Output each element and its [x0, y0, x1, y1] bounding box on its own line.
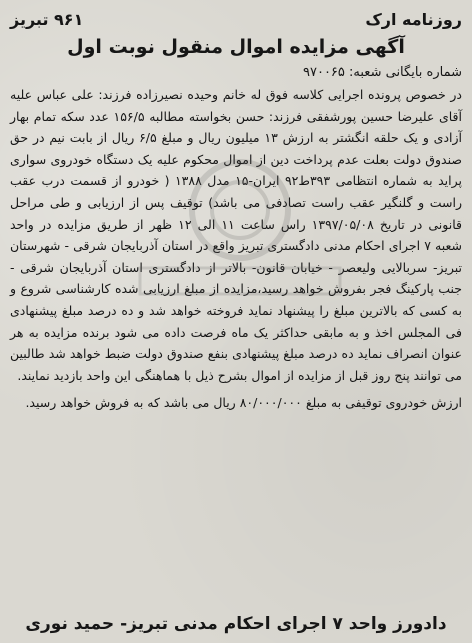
notice-title: آگهی مزایده اموال منقول نوبت اول	[67, 36, 405, 58]
header-line	[10, 8, 462, 30]
signature: دادورز واحد ۷ اجرای احکام مدنی تبریز- حمید نوری	[25, 614, 447, 634]
ad-number: ۹۶۱ تبریز	[10, 9, 84, 29]
notice-body: در خصوص پرونده اجرایی کلاسه فوق له خانم وحیده نصیرزاده فرزند: علی عباس علیه آقای علیرضا حسین پورشفقی فرزند: حسن بخواسته مطالبه ۱۵۶/۵ عدد سکه تمام بهار آزادی و یک حلقه انگشتر به ارزش ۱۳ میلیون ریال و مبلغ ۶/۵ ریال از بابت نیم در حق صندوق دولت بعلت عدم پرداخت دین از اموال محکوم علیه یک دستگاه خودروی سواری پراید به شماره انتظامی ۳۹۳ط۹۲ ایران-۱۵ مدل ۱۳۸۸ ( خودرو از قسمت درب عقب راست و گلنگیر عقب راست تصادفی می باشد) توقیف پس از ارزیابی و طی مراحل قانونی در تاریخ ۱۳۹۷/۰۵/۰۸ راس ساعت ۱۱ الی ۱۲ ظهر از طریق مزایده در واحد شعبه ۷ اجرای احکام مدنی دادگستری تبریز واقع در استان آذربایجان شرقی - شهرستان تبریز- سربالایی ولیعصر - خیابان قانون- بالاتر از دادگستری استان آذربایجان شرقی - جنب پارکینگ فجر بفروش خواهد رسید،مزایده از مبلغ ارزیابی شده کارشناسی شروع و به کسی که بالاترین مبلغ را پیشنهاد نماید فروخته خواهد شد و ده درصد مبلغ پیشنهادی فی المجلس اخذ و به مابقی حداکثر یک ماه فرصت داده می شود برنده مزایده به هر عنوان انصراف نماید ده درصد مبلغ پیشنهادی بنفع صندوق دولت ضبط خواهد شد طالبین می توانند پنج روز قبل از مزایده از اموال بشرح ذیل با هماهنگی این واحد بازدید نمایند.	[10, 87, 463, 383]
vehicle-value: ارزش خودروی توقیفی به مبلغ ۸۰/۰۰۰/۰۰۰ ریال می باشد که به فروش خواهد رسید.	[25, 395, 462, 411]
archive-number: شماره بایگانی شعبه: ۹۷۰۰۶۵	[303, 65, 462, 80]
newspaper-name: روزنامه ارک	[365, 9, 462, 29]
